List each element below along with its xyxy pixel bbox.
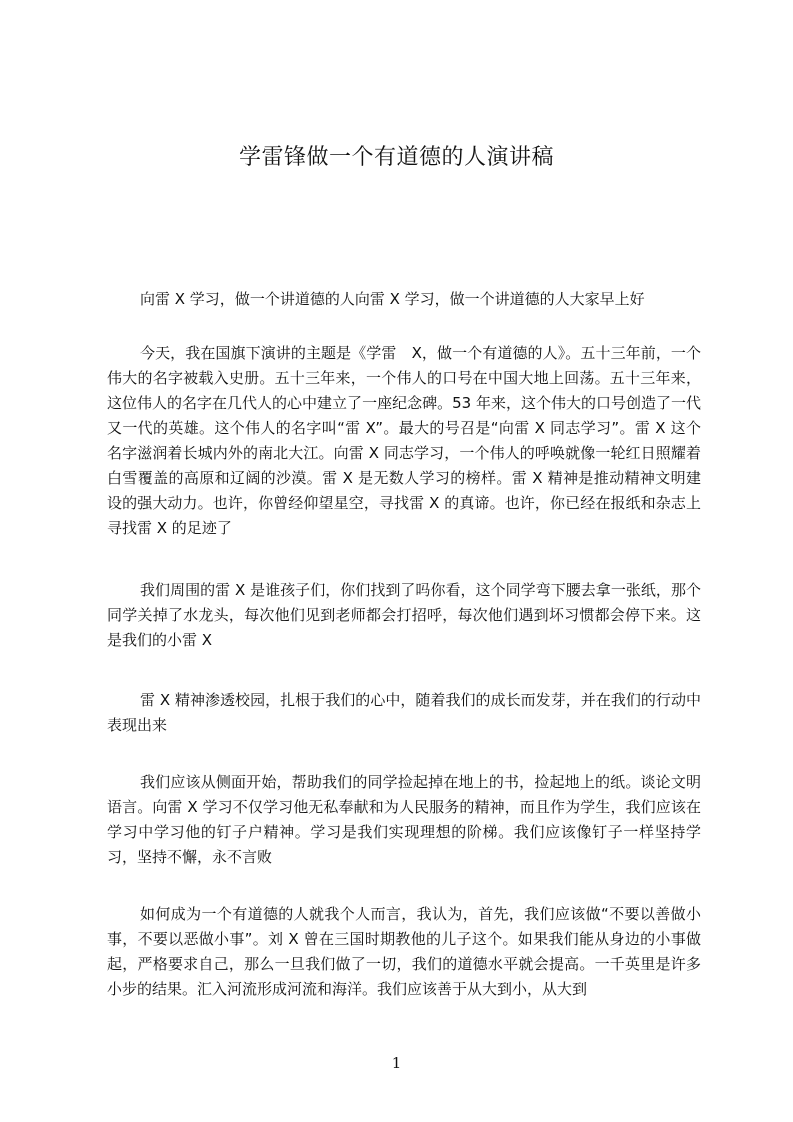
- document-title: 学雷锋做一个有道德的人演讲稿: [238, 145, 554, 170]
- paragraph-greeting: 向雷 X 学习，做一个讲道德的人向雷 X 学习，做一个讲道德的人大家早上好: [140, 290, 645, 308]
- paragraph-introduction: 今天，我在国旗下演讲的主题是《学雷 X，做一个有道德的人》。五十三年前，一个伟大的名字被载入史册。五十三年来，一个伟人的口号在中国大地上回荡。五十三年来，这位伟人的名字在几代人的心中建立了一座纪念碑。53 年来，这个伟大的口号创造了一代又一代的英雄。这个伟人的名字叫“雷 X”。最大的号召是“向雷 X 同志学习”。雷 X 这个名字滋润着长城内外的南北大江。向雷 X 同志学习，一个伟人的呼唤就像一轮红日照耀着白雪覆盖的高原和辽阔的沙漠。雷 X 是无数人学习的榜样。雷 X 精神是推动精神文明建设的强大动力。也许，你曾经仰望星空，寻找雷 X 的真谛。也许，你已经在报纸和杂志上寻找雷 X 的足迹了: [107, 344, 701, 537]
- paragraph-learning: 我们应该从侧面开始，帮助我们的同学捡起掉在地上的书，捡起地上的纸。谈论文明语言。向雷 X 学习不仅学习他无私奉献和为人民服务的精神，而且作为学生，我们应该在学习中学习他的钉子户精神。学习是我们实现理想的阶梯。我们应该像钉子一样坚持学习，坚持不懈，永不言败: [107, 773, 701, 866]
- paragraph-moral-person: 如何成为一个有道德的人就我个人而言，我认为，首先，我们应该做“不要以善做小事，不要以恶做小事”。刘 X 曾在三国时期教他的儿子这个。如果我们能从身边的小事做起，严格要求自己，那么一旦我们做了一切，我们的道德水平就会提高。一千英里是许多小步的结果。汇入河流形成河流和海洋。我们应该善于从大到小，从大到: [107, 905, 701, 998]
- page-number: 1: [391, 1054, 402, 1072]
- paragraph-spirit-campus: 雷 X 精神渗透校园，扎根于我们的心中，随着我们的成长而发芽，并在我们的行动中表现出来: [107, 691, 701, 734]
- paragraph-little-leifeng: 我们周围的雷 X 是谁孩子们，你们找到了吗你看，这个同学弯下腰去拿一张纸，那个同学关掉了水龙头，每次他们见到老师都会打招呼，每次他们遇到坏习惯都会停下来。这是我们的小雷 X: [107, 581, 701, 649]
